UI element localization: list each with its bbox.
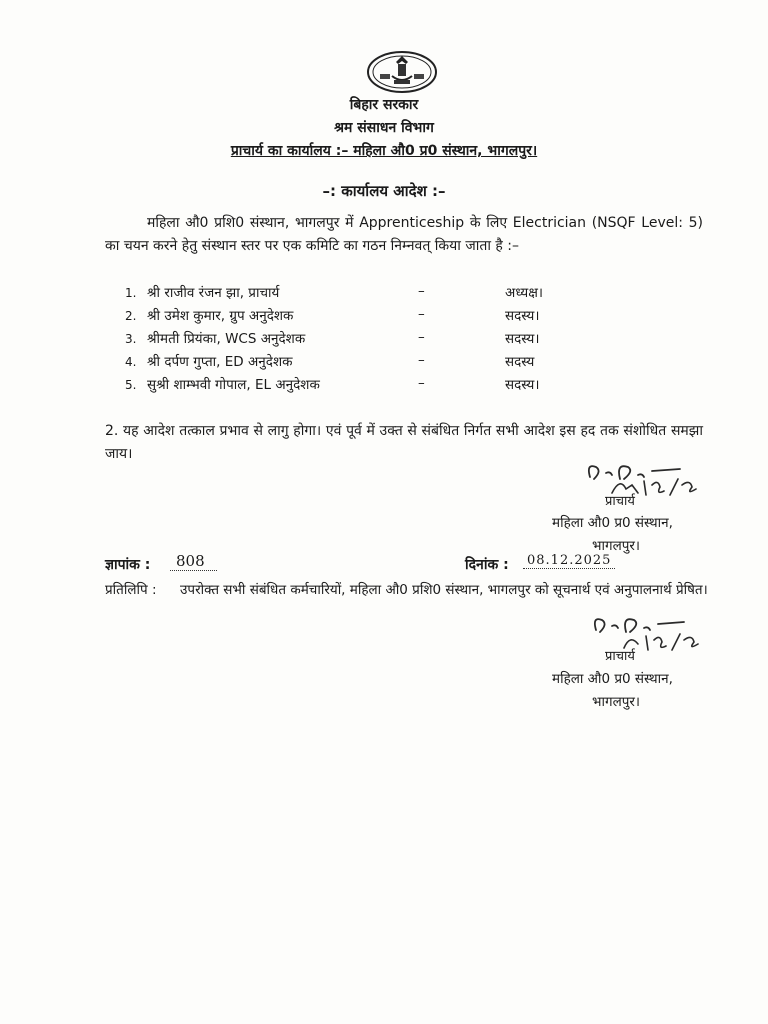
member-number: 2. — [125, 309, 137, 323]
member-number: 1. — [125, 286, 137, 300]
member-role: अध्यक्ष। — [505, 285, 544, 301]
signatory-office-line: महिला औ0 प्र0 संस्थान, — [552, 671, 673, 687]
member-dash: – — [418, 375, 425, 391]
member-number: 4. — [125, 355, 137, 369]
member-row — [125, 375, 625, 398]
order-title: –: कार्यालय आदेश :– — [322, 182, 446, 200]
member-role: सदस्य। — [505, 308, 540, 324]
member-dash: – — [418, 306, 425, 322]
signatory-title: प्राचार्य — [605, 494, 635, 509]
signatory-office — [552, 668, 673, 714]
date-value: 08.12.2025 — [523, 553, 615, 569]
member-dash: – — [418, 352, 425, 368]
member-role: सदस्य — [505, 354, 535, 370]
member-role: सदस्य। — [505, 331, 540, 347]
handwritten-signature — [560, 608, 740, 658]
member-name: श्री दर्पण गुप्ता, ED अनुदेशक — [147, 354, 293, 370]
handwritten-signature — [560, 455, 740, 505]
member-name: श्री उमेश कुमार, ग्रुप अनुदेशक — [147, 308, 294, 324]
member-row — [125, 283, 625, 306]
copy-text: उपरोक्त सभी संबंधित कर्मचारियों, महिला औ0 प्रशि0 संस्थान, भागलपुर को सूचनार्थ एवं अनुपालनार्थ प्रेषित। — [180, 582, 708, 598]
member-row — [125, 329, 625, 352]
order-paragraph-2: 2. यह आदेश तत्काल प्रभाव से लागु होगा। एवं पूर्व में उक्त से संबंधित निर्गत सभी आदेश इस हद तक संशोधित समझा जाय। — [105, 423, 703, 462]
member-number: 5. — [125, 378, 137, 392]
member-name: श्रीमती प्रियंका, WCS अनुदेशक — [147, 331, 306, 347]
principal-signature-block — [560, 608, 740, 664]
member-dash: – — [418, 283, 425, 299]
signatory-title: प्राचार्य — [605, 649, 635, 664]
member-row — [125, 306, 625, 329]
member-role: सदस्य। — [505, 377, 540, 393]
principal-signature-block — [560, 455, 740, 509]
committee-member-list — [125, 283, 625, 398]
member-dash: – — [418, 329, 425, 345]
signatory-office-city: भागलपुर। — [592, 694, 641, 710]
department-name: श्रम संसाधन विभाग — [334, 120, 434, 136]
member-name: सुश्री शाम्भवी गोपाल, EL अनुदेशक — [147, 377, 320, 393]
date-label: दिनांक : — [465, 557, 509, 573]
signatory-office-city: भागलपुर। — [592, 538, 641, 554]
member-row — [125, 352, 625, 375]
memo-number-value: 808 — [170, 552, 217, 571]
signatory-office-line: महिला औ0 प्र0 संस्थान, — [552, 515, 673, 531]
state-emblem-icon — [366, 50, 438, 94]
memo-number-label: ज्ञापांक : — [105, 557, 151, 573]
member-number: 3. — [125, 332, 137, 346]
copy-label: प्रतिलिपि : — [105, 582, 157, 598]
member-name: श्री राजीव रंजन झा, प्राचार्य — [147, 285, 280, 301]
order-paragraph-1: महिला औ0 प्रशि0 संस्थान, भागलपुर में Apprenticeship के लिए Electrician (NSQF Level: 5) का चयन करने हेतु संस्थान स्तर पर एक कमिटि का गठन निम्नवत् किया जाता है :– — [105, 215, 703, 254]
signatory-office — [552, 512, 673, 558]
office-heading: प्राचार्य का कार्यालय :– महिला औ0 प्र0 संस्थान, भागलपुर। — [230, 143, 538, 159]
government-name: बिहार सरकार — [349, 97, 419, 113]
